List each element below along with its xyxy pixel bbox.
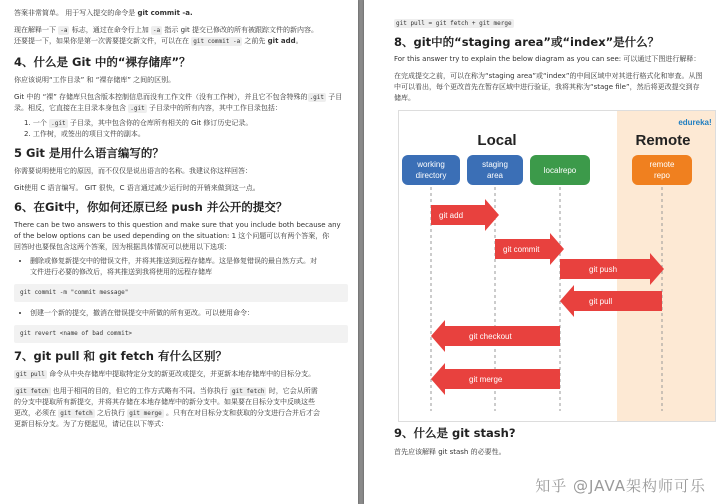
- intro-line-3: 还要提一下，如果你是第一次需要提交新文件，可以在在 git commit -a 之前先 git add。: [14, 37, 303, 45]
- s4-p2: Git 中的 “裸” 存储库只包含版本控制信息而没有工作文件（没有工作树），并且它不包含特殊的 .git 子目录。相反，它直接在主目录本身包含 .git 子目录中的所有内容，其中工作目录包括：: [14, 93, 343, 112]
- s6-p1: There can be two answers to this question and make sure that you include both because any: [14, 221, 341, 229]
- pull-equation-code: git pull = git fetch + git merge: [396, 20, 512, 27]
- s6-options-list: [14, 256, 348, 278]
- s6-option-1: • 删除或修复新提交中的错误文件，并将其推送到远程存储库。这是修复错误的最自然方式。对 文件进行必要的修改后，将其推送到我将使用的远程存储库: [30, 256, 348, 278]
- right-page-content: [394, 10, 712, 104]
- working-directory-label-1: working: [417, 160, 445, 169]
- left-page-content: [14, 6, 348, 430]
- s4-li2: 2. 工作树，或签出的项目文件的副本。: [24, 130, 145, 138]
- s6-option-2: • 创建一个新的提交，撤消在错误提交中所做的所有更改。可以使用命令：: [30, 308, 348, 319]
- s7-p4: 更改，必须在 git fetch 之后执行 git merge 。只有在对目标分支和获取的分支进行合并后才会: [14, 409, 320, 417]
- s7-p3: 的分支中提取所有新提交，并将其存储在本地存储库中的新分支中。如果要在目标分支中反映这些: [14, 398, 315, 406]
- s7-p1: git pull 命令从中央存储库中提取特定分支的新更改或提交，并更新本地存储库中的目标分支。: [16, 370, 316, 378]
- git-pull-label: git pull: [589, 297, 613, 306]
- section-9: [394, 426, 712, 458]
- staging-area-label-1: staging: [482, 160, 508, 169]
- s5-p1: 你需要说明使用它的原因，而不仅仅是说出语言的名称。我建议你这样回答：: [14, 167, 252, 175]
- section-9-heading: 9、什么是 git stash?: [394, 426, 516, 440]
- s6-options-list-2: [14, 308, 348, 319]
- left-page: [0, 0, 358, 504]
- edureka-logo: edureka!: [678, 118, 712, 127]
- right-page: [364, 0, 720, 504]
- zhihu-watermark: 知乎 @JAVA架构师可乐: [535, 477, 706, 495]
- section-4-heading: 4、什么是 Git 中的“裸存储库”？: [14, 55, 191, 69]
- intro-line-1: 答案非常简单。 用于写入提交的命令是 git commit -a.: [14, 9, 193, 17]
- s5-p2: Git使用 C 语言编写。 GIT 很快，C 语言通过减少运行时的开销来做到这一点。: [14, 184, 260, 192]
- localrepo-label: localrepo: [543, 166, 577, 175]
- s8-p1: For this answer try to explain the below diagram as you can see: 可以通过下图进行解释：: [394, 55, 701, 63]
- s8-p3: 中可以看出，每个更改首先在暂存区域中进行验证，我将其称为“stage file”，然后将更改提交到存: [394, 83, 700, 91]
- s8-p2: 在完成提交之前，可以在称为“staging area”或“index”的中间区域中对其进行格式化和审查。从图: [394, 72, 703, 80]
- code-block-commit: git commit -m "commit message": [14, 284, 348, 302]
- git-merge-label: git merge: [469, 375, 503, 384]
- remote-repo-label-2: repo: [653, 171, 671, 180]
- git-commit-label: git commit: [503, 245, 540, 254]
- git-checkout-label: git checkout: [469, 332, 512, 341]
- remote-repo-label-1: remote: [649, 160, 675, 169]
- git-workflow-diagram: [398, 110, 716, 422]
- working-directory-label-2: directory: [415, 171, 447, 180]
- section-5-heading: 5 Git 是用什么语言编写的？: [14, 146, 164, 160]
- s9-p1: 首先应该解释 git stash 的必要性。: [394, 448, 506, 456]
- code-block-revert: git revert <name of bad commit>: [14, 325, 348, 343]
- intro-line-2: 现在解释一下 -a 标志，通过在命令行上加 -a 指示 git 提交已修改的所有被跟踪文件的新内容。: [14, 26, 318, 34]
- s4-p1: 你应该说明“工作目录” 和 “裸存储库” 之间的区别。: [14, 76, 176, 84]
- remote-label: Remote: [635, 132, 691, 149]
- section-6-heading: 6、在Git中，你如何还原已经 push 并公开的提交？: [14, 200, 288, 214]
- s4-li1: 1. 一个 .git 子目录，其中包含你的仓库所有相关的 Git 修订历史记录。: [24, 119, 253, 127]
- s8-p4: 储库。: [394, 94, 415, 102]
- s6-p2: of the below options can be used depending on the situation: 1 这个问题可以有两个答案，你: [14, 232, 330, 240]
- section-7-heading: 7、git pull 和 git fetch 有什么区别？: [14, 349, 227, 363]
- git-add-label: git add: [439, 211, 464, 220]
- s7-p2: git fetch 也用于相同的目的，但它的工作方式略有不同。当你执行 git fetch 时，它会从所需: [16, 387, 318, 395]
- local-label: Local: [477, 132, 517, 149]
- s7-p5: 更新目标分支。为了方便起见，请记住以下等式：: [14, 420, 168, 428]
- staging-area-label-2: area: [486, 171, 504, 180]
- s6-p3: 回答时也要保包含这两个答案，因为根据具体情况可以使用以下选项：: [14, 243, 231, 251]
- git-push-label: git push: [589, 265, 618, 274]
- section-8-heading: 8、git中的“staging area”或“index”是什么？: [394, 35, 660, 49]
